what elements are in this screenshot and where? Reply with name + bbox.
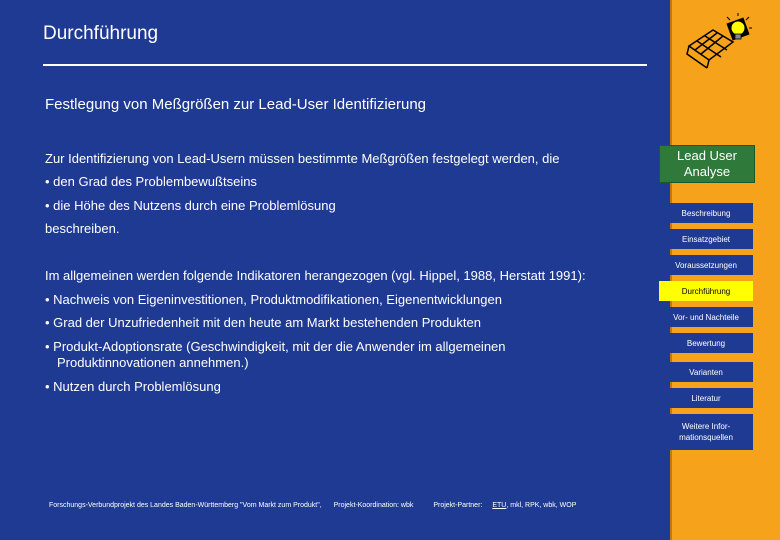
describe-text: beschreiben. (45, 221, 120, 236)
sidebar-extra-line1: Weitere Infor- (681, 422, 731, 431)
footer-partners-suffix: , mkl, RPK, wbk, WOP (506, 502, 577, 509)
sidebar-item-beschreibung[interactable]: Beschreibung (659, 203, 753, 223)
bullet-benefit: • die Höhe des Nutzens durch eine Problemlösung (45, 198, 336, 213)
indicators-intro: Im allgemeinen werden folgende Indikatoren herangezogen (vgl. Hippel, 1988, Herstatt 1991): (45, 268, 586, 283)
bullet-adoption-rate: • Produkt-Adoptionsrate (Geschwindigkeit, mit der die Anwender im allgemeinen (45, 339, 506, 354)
sidebar-header-line2: Analyse (683, 164, 731, 179)
footer-coordination: Projekt-Koordination: wbk (333, 502, 414, 509)
bullet-dissatisfaction: • Grad der Unzufriedenheit mit den heute am Markt bestehenden Produkten (45, 315, 481, 330)
bullet-adoption-rate-cont: Produktinnovationen annehmen.) (57, 355, 249, 370)
sidebar-item-durchfuehrung[interactable]: Durchführung (659, 281, 753, 301)
footer (49, 502, 586, 509)
footer-partners-prefix: Projekt-Partner: (433, 502, 483, 509)
sidebar-item-bewertung[interactable]: Bewertung (659, 333, 753, 353)
intro-text: Zur Identifizierung von Lead-Usern müssen bestimmte Meßgrößen festgelegt werden, die (45, 151, 560, 166)
section-subtitle: Festlegung von Meßgrößen zur Lead-User Identifizierung (45, 96, 427, 113)
title-divider (43, 64, 647, 66)
sidebar-item-varianten[interactable]: Varianten (659, 362, 753, 382)
sidebar-item-voraussetzungen[interactable]: Voraussetzungen (659, 255, 753, 275)
bullet-problem-awareness: • den Grad des Problembewußtseins (45, 174, 257, 189)
page-title: Durchführung (43, 23, 159, 44)
sidebar-header-line1: Lead User (677, 148, 737, 163)
bullet-problem-solving: • Nutzen durch Problemlösung (45, 379, 221, 394)
sidebar-item-weitere-informationsquellen[interactable] (659, 414, 753, 450)
footer-project: Forschungs-Verbundprojekt des Landes Baden-Württemberg "Vom Markt zum Produkt", (49, 502, 322, 509)
sidebar-header-lead-user-analyse[interactable] (659, 145, 755, 183)
sidebar-extra-line2: mationsquellen (679, 433, 733, 442)
sidebar-item-vor-und-nachteile[interactable]: Vor- und Nachteile (659, 307, 753, 327)
footer-partner-link[interactable]: ETU (492, 502, 507, 509)
bullet-own-investments: • Nachweis von Eigeninvestitionen, Produktmodifikationen, Eigenentwicklungen (45, 292, 502, 307)
grid-lightbulb-logo-icon (683, 12, 763, 72)
sidebar-item-literatur[interactable]: Literatur (659, 388, 753, 408)
sidebar-item-einsatzgebiet[interactable]: Einsatzgebiet (659, 229, 753, 249)
